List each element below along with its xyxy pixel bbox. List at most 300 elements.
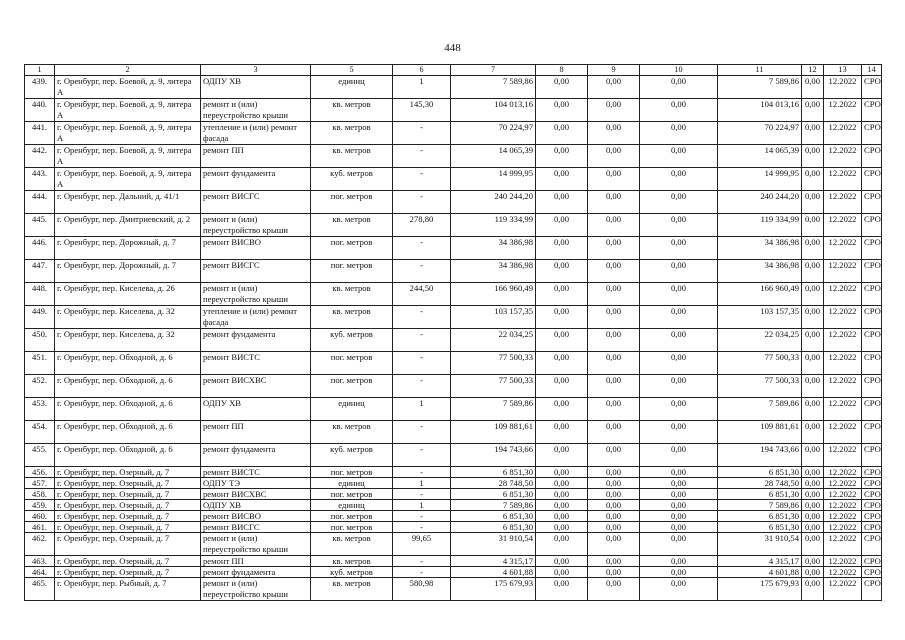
cell-qty: - bbox=[393, 556, 451, 567]
cell-c12: 0,00 bbox=[802, 467, 824, 478]
cell-unit: пог. метров bbox=[311, 511, 393, 522]
cell-unit: кв. метров bbox=[311, 306, 393, 329]
cell-unit: единиц bbox=[311, 398, 393, 421]
cell-c8: 0,00 bbox=[536, 567, 588, 578]
cell-total: 109 881,61 bbox=[451, 421, 536, 444]
cell-total: 119 334,99 bbox=[451, 214, 536, 237]
cell-source: СРО bbox=[862, 145, 882, 168]
cell-c11: 7 589,86 bbox=[718, 500, 802, 511]
cell-address: г. Оренбург, пер. Озерный, д. 7 bbox=[55, 522, 201, 533]
cell-source: СРО bbox=[862, 500, 882, 511]
cell-work: ремонт ВИСГС bbox=[201, 191, 311, 214]
cell-c10: 0,00 bbox=[640, 329, 718, 352]
cell-address: г. Оренбург, пер. Обходной, д. 6 bbox=[55, 444, 201, 467]
cell-source: СРО bbox=[862, 237, 882, 260]
cell-c11: 34 386,98 bbox=[718, 260, 802, 283]
cell-period: 12.2022 bbox=[824, 76, 862, 99]
cell-work: ремонт ВИСХВС bbox=[201, 375, 311, 398]
cell-c12: 0,00 bbox=[802, 145, 824, 168]
cell-work: ремонт ПП bbox=[201, 145, 311, 168]
cell-address: г. Оренбург, пер. Киселева, д. 32 bbox=[55, 329, 201, 352]
cell-address: г. Оренбург, пер. Озерный, д. 7 bbox=[55, 556, 201, 567]
cell-c12: 0,00 bbox=[802, 76, 824, 99]
cell-num: 464. bbox=[25, 567, 55, 578]
cell-c9: 0,00 bbox=[588, 191, 640, 214]
cell-work: ремонт фундамента bbox=[201, 444, 311, 467]
cell-total: 7 589,86 bbox=[451, 398, 536, 421]
cell-total: 103 157,35 bbox=[451, 306, 536, 329]
cell-c8: 0,00 bbox=[536, 237, 588, 260]
cell-c8: 0,00 bbox=[536, 76, 588, 99]
cell-c10: 0,00 bbox=[640, 168, 718, 191]
cell-source: СРО bbox=[862, 168, 882, 191]
cell-address: г. Оренбург, пер. Озерный, д. 7 bbox=[55, 467, 201, 478]
cell-total: 7 589,86 bbox=[451, 76, 536, 99]
cell-source: СРО bbox=[862, 522, 882, 533]
cell-num: 461. bbox=[25, 522, 55, 533]
cell-c11: 6 851,30 bbox=[718, 489, 802, 500]
cell-c9: 0,00 bbox=[588, 467, 640, 478]
cell-c9: 0,00 bbox=[588, 329, 640, 352]
cell-period: 12.2022 bbox=[824, 214, 862, 237]
cell-c10: 0,00 bbox=[640, 500, 718, 511]
cell-qty: - bbox=[393, 260, 451, 283]
cell-address: г. Оренбург, пер. Озерный, д. 7 bbox=[55, 478, 201, 489]
cell-address: г. Оренбург, пер. Озерный, д. 7 bbox=[55, 489, 201, 500]
cell-unit: пог. метров bbox=[311, 522, 393, 533]
cell-period: 12.2022 bbox=[824, 478, 862, 489]
cell-c9: 0,00 bbox=[588, 283, 640, 306]
cell-total: 70 224,97 bbox=[451, 122, 536, 145]
cell-num: 446. bbox=[25, 237, 55, 260]
cell-total: 6 851,30 bbox=[451, 467, 536, 478]
cell-c10: 0,00 bbox=[640, 511, 718, 522]
cell-c10: 0,00 bbox=[640, 375, 718, 398]
cell-qty: 1 bbox=[393, 398, 451, 421]
cell-c8: 0,00 bbox=[536, 352, 588, 375]
header-row bbox=[25, 65, 882, 76]
cell-unit: пог. метров bbox=[311, 489, 393, 500]
cell-work: ремонт фундамента bbox=[201, 329, 311, 352]
cell-source: СРО bbox=[862, 533, 882, 556]
registry-table bbox=[24, 64, 882, 601]
cell-unit: кв. метров bbox=[311, 556, 393, 567]
table-row bbox=[25, 478, 882, 489]
table-row bbox=[25, 421, 882, 444]
cell-source: СРО bbox=[862, 578, 882, 601]
table-row bbox=[25, 214, 882, 237]
cell-source: СРО bbox=[862, 375, 882, 398]
cell-source: СРО bbox=[862, 489, 882, 500]
cell-c9: 0,00 bbox=[588, 556, 640, 567]
cell-source: СРО bbox=[862, 260, 882, 283]
cell-c8: 0,00 bbox=[536, 467, 588, 478]
cell-c11: 166 960,49 bbox=[718, 283, 802, 306]
cell-c10: 0,00 bbox=[640, 556, 718, 567]
cell-c12: 0,00 bbox=[802, 478, 824, 489]
cell-unit: единиц bbox=[311, 76, 393, 99]
cell-address: г. Оренбург, пер. Дальний, д. 41/1 bbox=[55, 191, 201, 214]
cell-unit: кв. метров bbox=[311, 283, 393, 306]
cell-c10: 0,00 bbox=[640, 352, 718, 375]
table-row bbox=[25, 306, 882, 329]
cell-source: СРО bbox=[862, 76, 882, 99]
cell-c10: 0,00 bbox=[640, 421, 718, 444]
cell-work: ремонт ПП bbox=[201, 556, 311, 567]
cell-num: 463. bbox=[25, 556, 55, 567]
cell-c12: 0,00 bbox=[802, 191, 824, 214]
cell-c10: 0,00 bbox=[640, 444, 718, 467]
table-row bbox=[25, 283, 882, 306]
cell-c8: 0,00 bbox=[536, 260, 588, 283]
cell-qty: 278,80 bbox=[393, 214, 451, 237]
column-header: 2 bbox=[55, 65, 201, 76]
cell-c11: 28 748,50 bbox=[718, 478, 802, 489]
cell-qty: 1 bbox=[393, 500, 451, 511]
cell-c10: 0,00 bbox=[640, 283, 718, 306]
cell-c8: 0,00 bbox=[536, 122, 588, 145]
cell-address: г. Оренбург, пер. Боевой, д. 9, литера А bbox=[55, 145, 201, 168]
table-row bbox=[25, 76, 882, 99]
cell-total: 104 013,16 bbox=[451, 99, 536, 122]
cell-total: 6 851,30 bbox=[451, 511, 536, 522]
table-row bbox=[25, 352, 882, 375]
cell-total: 31 910,54 bbox=[451, 533, 536, 556]
cell-period: 12.2022 bbox=[824, 489, 862, 500]
table-row bbox=[25, 578, 882, 601]
cell-address: г. Оренбург, пер. Боевой, д. 9, литера А bbox=[55, 122, 201, 145]
cell-num: 449. bbox=[25, 306, 55, 329]
cell-num: 455. bbox=[25, 444, 55, 467]
cell-qty: 145,30 bbox=[393, 99, 451, 122]
cell-work: ОДПУ ХВ bbox=[201, 500, 311, 511]
cell-unit: пог. метров bbox=[311, 191, 393, 214]
cell-qty: - bbox=[393, 489, 451, 500]
cell-c9: 0,00 bbox=[588, 237, 640, 260]
cell-c9: 0,00 bbox=[588, 76, 640, 99]
cell-period: 12.2022 bbox=[824, 283, 862, 306]
cell-source: СРО bbox=[862, 283, 882, 306]
cell-num: 465. bbox=[25, 578, 55, 601]
cell-c8: 0,00 bbox=[536, 511, 588, 522]
cell-work: ремонт и (или) переустройство крыши bbox=[201, 99, 311, 122]
table-row bbox=[25, 145, 882, 168]
cell-unit: куб. метров bbox=[311, 329, 393, 352]
cell-c11: 240 244,20 bbox=[718, 191, 802, 214]
cell-period: 12.2022 bbox=[824, 306, 862, 329]
cell-unit: единиц bbox=[311, 500, 393, 511]
cell-address: г. Оренбург, пер. Боевой, д. 9, литера А bbox=[55, 99, 201, 122]
cell-c12: 0,00 bbox=[802, 398, 824, 421]
cell-unit: кв. метров bbox=[311, 145, 393, 168]
table-row bbox=[25, 522, 882, 533]
cell-total: 240 244,20 bbox=[451, 191, 536, 214]
cell-work: ремонт ВИСВО bbox=[201, 237, 311, 260]
cell-work: ремонт ВИСХВС bbox=[201, 489, 311, 500]
cell-period: 12.2022 bbox=[824, 522, 862, 533]
cell-work: ремонт и (или) переустройство крыши bbox=[201, 533, 311, 556]
cell-c12: 0,00 bbox=[802, 329, 824, 352]
cell-unit: пог. метров bbox=[311, 375, 393, 398]
cell-num: 459. bbox=[25, 500, 55, 511]
cell-num: 451. bbox=[25, 352, 55, 375]
cell-c10: 0,00 bbox=[640, 191, 718, 214]
cell-c9: 0,00 bbox=[588, 375, 640, 398]
cell-c9: 0,00 bbox=[588, 500, 640, 511]
cell-work: ремонт и (или) переустройство крыши bbox=[201, 283, 311, 306]
cell-c11: 14 999,95 bbox=[718, 168, 802, 191]
cell-c9: 0,00 bbox=[588, 168, 640, 191]
column-header: 9 bbox=[588, 65, 640, 76]
cell-c8: 0,00 bbox=[536, 214, 588, 237]
cell-address: г. Оренбург, пер. Рыбный, д. 7 bbox=[55, 578, 201, 601]
cell-c9: 0,00 bbox=[588, 214, 640, 237]
cell-address: г. Оренбург, пер. Озерный, д. 7 bbox=[55, 567, 201, 578]
cell-c10: 0,00 bbox=[640, 214, 718, 237]
cell-c10: 0,00 bbox=[640, 478, 718, 489]
table-row bbox=[25, 260, 882, 283]
cell-period: 12.2022 bbox=[824, 237, 862, 260]
cell-address: г. Оренбург, пер. Обходной, д. 6 bbox=[55, 421, 201, 444]
cell-work: ремонт фундамента bbox=[201, 168, 311, 191]
cell-source: СРО bbox=[862, 214, 882, 237]
cell-c10: 0,00 bbox=[640, 567, 718, 578]
cell-num: 456. bbox=[25, 467, 55, 478]
cell-work: ОДПУ ХВ bbox=[201, 76, 311, 99]
cell-c11: 31 910,54 bbox=[718, 533, 802, 556]
cell-c8: 0,00 bbox=[536, 398, 588, 421]
cell-num: 443. bbox=[25, 168, 55, 191]
cell-c12: 0,00 bbox=[802, 511, 824, 522]
cell-unit: единиц bbox=[311, 478, 393, 489]
cell-work: утепление и (или) ремонт фасада bbox=[201, 122, 311, 145]
cell-work: ремонт ВИСВО bbox=[201, 511, 311, 522]
cell-c10: 0,00 bbox=[640, 122, 718, 145]
cell-num: 462. bbox=[25, 533, 55, 556]
cell-work: ремонт ВИСТС bbox=[201, 467, 311, 478]
cell-address: г. Оренбург, пер. Дорожный, д. 7 bbox=[55, 237, 201, 260]
column-header: 5 bbox=[311, 65, 393, 76]
cell-qty: - bbox=[393, 467, 451, 478]
cell-total: 166 960,49 bbox=[451, 283, 536, 306]
cell-total: 14 065,39 bbox=[451, 145, 536, 168]
cell-c10: 0,00 bbox=[640, 99, 718, 122]
cell-c11: 22 034,25 bbox=[718, 329, 802, 352]
cell-qty: 99,65 bbox=[393, 533, 451, 556]
cell-c12: 0,00 bbox=[802, 168, 824, 191]
cell-work: ремонт и (или) переустройство крыши bbox=[201, 214, 311, 237]
cell-qty: 1 bbox=[393, 478, 451, 489]
cell-c10: 0,00 bbox=[640, 76, 718, 99]
cell-c12: 0,00 bbox=[802, 556, 824, 567]
cell-period: 12.2022 bbox=[824, 511, 862, 522]
cell-c11: 119 334,99 bbox=[718, 214, 802, 237]
table-row bbox=[25, 511, 882, 522]
cell-num: 457. bbox=[25, 478, 55, 489]
cell-c10: 0,00 bbox=[640, 237, 718, 260]
cell-source: СРО bbox=[862, 556, 882, 567]
cell-num: 447. bbox=[25, 260, 55, 283]
cell-qty: - bbox=[393, 421, 451, 444]
table-row bbox=[25, 533, 882, 556]
cell-c10: 0,00 bbox=[640, 489, 718, 500]
cell-num: 453. bbox=[25, 398, 55, 421]
cell-num: 450. bbox=[25, 329, 55, 352]
table-row bbox=[25, 168, 882, 191]
cell-unit: кв. метров bbox=[311, 99, 393, 122]
cell-c9: 0,00 bbox=[588, 260, 640, 283]
cell-c11: 6 851,30 bbox=[718, 467, 802, 478]
cell-c11: 194 743,66 bbox=[718, 444, 802, 467]
cell-total: 77 500,33 bbox=[451, 375, 536, 398]
cell-address: г. Оренбург, пер. Боевой, д. 9, литера А bbox=[55, 76, 201, 99]
cell-c8: 0,00 bbox=[536, 329, 588, 352]
cell-c12: 0,00 bbox=[802, 99, 824, 122]
cell-period: 12.2022 bbox=[824, 578, 862, 601]
cell-unit: пог. метров bbox=[311, 467, 393, 478]
cell-qty: - bbox=[393, 522, 451, 533]
cell-source: СРО bbox=[862, 567, 882, 578]
cell-c11: 34 386,98 bbox=[718, 237, 802, 260]
cell-c12: 0,00 bbox=[802, 352, 824, 375]
cell-c8: 0,00 bbox=[536, 421, 588, 444]
cell-c8: 0,00 bbox=[536, 444, 588, 467]
cell-unit: пог. метров bbox=[311, 237, 393, 260]
cell-address: г. Оренбург, пер. Киселева, д. 32 bbox=[55, 306, 201, 329]
cell-c8: 0,00 bbox=[536, 478, 588, 489]
cell-c12: 0,00 bbox=[802, 375, 824, 398]
table-row bbox=[25, 444, 882, 467]
cell-c9: 0,00 bbox=[588, 522, 640, 533]
cell-c8: 0,00 bbox=[536, 522, 588, 533]
cell-c9: 0,00 bbox=[588, 533, 640, 556]
cell-c9: 0,00 bbox=[588, 145, 640, 168]
cell-c8: 0,00 bbox=[536, 145, 588, 168]
column-header: 6 bbox=[393, 65, 451, 76]
cell-address: г. Оренбург, пер. Киселева, д. 26 bbox=[55, 283, 201, 306]
cell-num: 452. bbox=[25, 375, 55, 398]
cell-period: 12.2022 bbox=[824, 375, 862, 398]
cell-period: 12.2022 bbox=[824, 500, 862, 511]
cell-qty: - bbox=[393, 306, 451, 329]
cell-period: 12.2022 bbox=[824, 260, 862, 283]
cell-qty: 244,50 bbox=[393, 283, 451, 306]
cell-c8: 0,00 bbox=[536, 99, 588, 122]
table-row bbox=[25, 398, 882, 421]
cell-c11: 104 013,16 bbox=[718, 99, 802, 122]
cell-work: ОДПУ ТЭ bbox=[201, 478, 311, 489]
cell-source: СРО bbox=[862, 306, 882, 329]
cell-address: г. Оренбург, пер. Озерный, д. 7 bbox=[55, 511, 201, 522]
cell-total: 4 315,17 bbox=[451, 556, 536, 567]
cell-qty: - bbox=[393, 191, 451, 214]
cell-total: 175 679,93 bbox=[451, 578, 536, 601]
page-number: 448 bbox=[444, 42, 461, 54]
cell-c12: 0,00 bbox=[802, 567, 824, 578]
cell-total: 22 034,25 bbox=[451, 329, 536, 352]
cell-total: 194 743,66 bbox=[451, 444, 536, 467]
cell-qty: 1 bbox=[393, 76, 451, 99]
cell-c12: 0,00 bbox=[802, 421, 824, 444]
cell-unit: куб. метров bbox=[311, 444, 393, 467]
cell-total: 6 851,30 bbox=[451, 489, 536, 500]
cell-num: 440. bbox=[25, 99, 55, 122]
cell-source: СРО bbox=[862, 398, 882, 421]
column-header: 3 bbox=[201, 65, 311, 76]
cell-c11: 6 851,30 bbox=[718, 511, 802, 522]
cell-unit: куб. метров bbox=[311, 168, 393, 191]
cell-c10: 0,00 bbox=[640, 467, 718, 478]
cell-c8: 0,00 bbox=[536, 283, 588, 306]
cell-work: утепление и (или) ремонт фасада bbox=[201, 306, 311, 329]
cell-unit: пог. метров bbox=[311, 352, 393, 375]
cell-unit: кв. метров bbox=[311, 214, 393, 237]
cell-num: 442. bbox=[25, 145, 55, 168]
table-row bbox=[25, 500, 882, 511]
cell-c8: 0,00 bbox=[536, 306, 588, 329]
cell-source: СРО bbox=[862, 191, 882, 214]
table-row bbox=[25, 489, 882, 500]
cell-c9: 0,00 bbox=[588, 489, 640, 500]
cell-period: 12.2022 bbox=[824, 191, 862, 214]
column-header: 7 bbox=[451, 65, 536, 76]
cell-num: 458. bbox=[25, 489, 55, 500]
cell-address: г. Оренбург, пер. Обходной, д. 6 bbox=[55, 352, 201, 375]
cell-source: СРО bbox=[862, 122, 882, 145]
cell-period: 12.2022 bbox=[824, 467, 862, 478]
table-row bbox=[25, 567, 882, 578]
cell-total: 14 999,95 bbox=[451, 168, 536, 191]
column-header: 13 bbox=[824, 65, 862, 76]
cell-num: 460. bbox=[25, 511, 55, 522]
cell-total: 77 500,33 bbox=[451, 352, 536, 375]
column-header: 12 bbox=[802, 65, 824, 76]
cell-num: 444. bbox=[25, 191, 55, 214]
cell-work: ремонт ВИСТС bbox=[201, 352, 311, 375]
cell-address: г. Оренбург, пер. Дорожный, д. 7 bbox=[55, 260, 201, 283]
cell-c10: 0,00 bbox=[640, 522, 718, 533]
cell-period: 12.2022 bbox=[824, 556, 862, 567]
cell-c12: 0,00 bbox=[802, 122, 824, 145]
cell-c9: 0,00 bbox=[588, 306, 640, 329]
cell-c12: 0,00 bbox=[802, 500, 824, 511]
table-row bbox=[25, 329, 882, 352]
cell-qty: - bbox=[393, 511, 451, 522]
cell-period: 12.2022 bbox=[824, 329, 862, 352]
cell-c12: 0,00 bbox=[802, 283, 824, 306]
cell-source: СРО bbox=[862, 467, 882, 478]
cell-qty: - bbox=[393, 444, 451, 467]
cell-work: ремонт ВИСГС bbox=[201, 522, 311, 533]
cell-qty: - bbox=[393, 145, 451, 168]
cell-c9: 0,00 bbox=[588, 478, 640, 489]
cell-period: 12.2022 bbox=[824, 122, 862, 145]
cell-source: СРО bbox=[862, 352, 882, 375]
cell-unit: куб. метров bbox=[311, 567, 393, 578]
cell-num: 445. bbox=[25, 214, 55, 237]
cell-address: г. Оренбург, пер. Боевой, д. 9, литера А bbox=[55, 168, 201, 191]
cell-period: 12.2022 bbox=[824, 352, 862, 375]
cell-c9: 0,00 bbox=[588, 352, 640, 375]
cell-period: 12.2022 bbox=[824, 168, 862, 191]
table-row bbox=[25, 467, 882, 478]
cell-total: 7 589,86 bbox=[451, 500, 536, 511]
cell-work: ремонт ВИСГС bbox=[201, 260, 311, 283]
cell-c12: 0,00 bbox=[802, 578, 824, 601]
cell-c8: 0,00 bbox=[536, 578, 588, 601]
cell-total: 34 386,98 bbox=[451, 260, 536, 283]
cell-unit: кв. метров bbox=[311, 421, 393, 444]
